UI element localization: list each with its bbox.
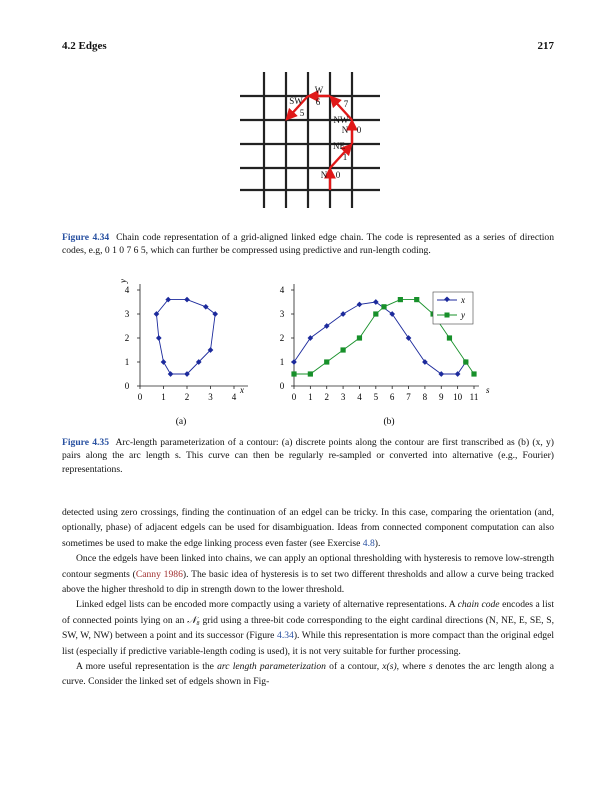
chain-label: 1 <box>342 152 348 162</box>
series-x-point <box>455 371 461 377</box>
x-tick-label: 1 <box>161 392 166 402</box>
chain-label: NW <box>333 115 349 125</box>
x-tick-label: 2 <box>324 392 329 402</box>
series-y-point <box>373 311 378 316</box>
x-tick-label: 2 <box>184 392 190 402</box>
figure-4-34-caption <box>62 231 554 258</box>
chain-label: NE <box>333 141 345 151</box>
series-y-point <box>447 335 452 340</box>
axis-label-x: x <box>240 385 244 395</box>
chain-label: N <box>341 125 349 135</box>
chain-label: 7 <box>343 99 349 109</box>
legend <box>433 292 473 324</box>
axis-line <box>140 284 248 386</box>
paragraph: detected using zero crossings, finding the continuation of an edgel can be tricky. In this case, comparing the orientation (and, optionally, phase) of adjacent edgels can be used for disambiguation. Ideas from connected component computation can also sometimes be used to make the edge linking process even faster (see Exercise 4.8). <box>62 507 554 549</box>
series-y-point <box>357 335 362 340</box>
y-tick-label: 3 <box>279 309 285 319</box>
x-tick-label: 0 <box>137 392 143 402</box>
caption-text: Arc-length parameterization of a contour: (a) discrete points along the contour are first transcribed as (b) (x, y) pairs along the arc length s. This curve can then be regularly re-sampled or converted into alternative (e.g., Fourier) representations. <box>62 437 554 475</box>
chain-label: SW <box>289 96 303 106</box>
chart-b <box>270 278 500 427</box>
caption-label: Figure 4.35 <box>62 437 110 448</box>
series-y-point <box>324 359 329 364</box>
x-tick-label: 4 <box>357 392 362 402</box>
page-number: 217 <box>537 40 554 52</box>
x-tick-label: 1 <box>308 392 313 402</box>
x-tick-label: 4 <box>231 392 237 402</box>
citation-link[interactable]: Canny 1986 <box>135 568 183 580</box>
legend-label-x: x <box>461 295 465 305</box>
legend-marker-y <box>445 313 450 318</box>
x-tick-label: 5 <box>373 392 379 402</box>
series-y-point <box>414 297 419 302</box>
series-x-point <box>406 335 412 341</box>
chain-label: 0 <box>356 125 362 135</box>
chain-label: 5 <box>299 108 305 118</box>
exercise-link[interactable]: 4.8 <box>362 537 375 549</box>
chain-label: W <box>314 85 324 95</box>
paragraph: Linked edgel lists can be encoded more compactly using a variety of alternative representations. A chain code encodes a list of connected points lying on an 𝒩₈ grid using a three-bit code corresponding to the eight cardinal directions (N, NE, E, SE, S, SW, W, NW) between a point and its successor (Figure 4.34). While this representation is more compact than the original edgel list (especially if predictive variable-length coding is used), it is not very suitable for further processing. <box>62 599 555 657</box>
series-y-point <box>340 347 345 352</box>
figure-4-35-caption <box>62 436 554 476</box>
x-tick-label: 3 <box>340 392 346 402</box>
series-x-point <box>291 359 297 365</box>
x-tick-label: 3 <box>208 392 213 402</box>
body-text <box>62 505 554 690</box>
legend-label-y: y <box>461 310 465 320</box>
x-tick-label: 9 <box>439 392 444 402</box>
caption-text: Chain code representation of a grid-aligned linked edge chain. The code is represented as a series of direction codes, e.g, 0 1 0 7 6 5, which can further be compressed using predictive and run-length coding. <box>62 232 555 257</box>
series-y-point <box>308 371 313 376</box>
x-tick-label: 10 <box>453 392 463 402</box>
caption-label: Figure 4.34 <box>62 232 110 243</box>
series-y-point <box>291 371 296 376</box>
y-tick-label: 0 <box>124 381 130 391</box>
x-tick-label: 0 <box>291 392 297 402</box>
paragraph: A more useful representation is the arc length parameterization of a contour, x(s), where s denotes the arc length along a curve. Consider the linked set of edgels shown in Fig- <box>62 661 554 688</box>
y-tick-label: 1 <box>279 357 285 367</box>
contour-point <box>168 371 174 377</box>
y-tick-label: 2 <box>124 333 130 343</box>
chain-label: 0 <box>335 170 341 180</box>
y-tick-label: 3 <box>124 309 130 319</box>
series-y-point <box>471 371 476 376</box>
y-tick-label: 1 <box>124 357 130 367</box>
y-tick-label: 0 <box>279 381 285 391</box>
x-tick-label: 8 <box>422 392 428 402</box>
y-tick-label: 2 <box>279 333 285 343</box>
series-y-point <box>463 359 468 364</box>
x-tick-label: 7 <box>406 392 411 402</box>
series-x-point <box>357 302 363 308</box>
x-tick-label: 11 <box>469 392 479 402</box>
axis-label-y: y <box>118 279 128 283</box>
y-tick-label: 4 <box>279 285 285 295</box>
series-y-point <box>381 304 386 309</box>
contour-point <box>184 297 190 303</box>
x-tick-label: 6 <box>389 392 395 402</box>
contour-point <box>156 335 162 341</box>
chain-label: N <box>320 170 328 180</box>
chain-label: 6 <box>315 97 321 107</box>
panel-label-a: (a) <box>175 417 187 427</box>
y-tick-label: 4 <box>124 285 130 295</box>
axis-label-x: s <box>486 385 490 395</box>
running-header-section: 4.2 Edges <box>62 40 107 52</box>
figure-link[interactable]: 4.34 <box>277 630 294 642</box>
contour-point <box>161 359 167 365</box>
chart-a <box>110 278 260 427</box>
chain-code-figure <box>240 72 380 208</box>
series-y-point <box>398 297 403 302</box>
paragraph: Once the edgels have been linked into chains, we can apply an optional thresholding with hysteresis to remove low-strength contour segments (Canny 1986). The basic idea of hysteresis is to set two different thresholds and allow a curve being tracked above the higher threshold to dip in strength down to the lower threshold. <box>62 553 554 596</box>
panel-label-b: (b) <box>383 417 395 427</box>
